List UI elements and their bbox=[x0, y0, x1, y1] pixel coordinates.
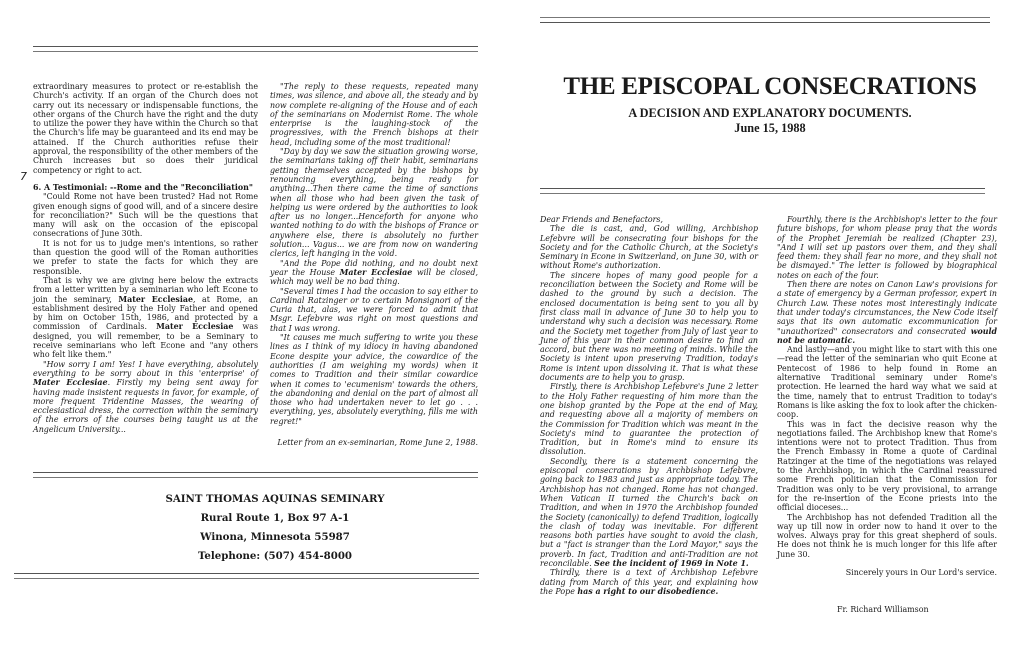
paragraph bbox=[33, 276, 258, 360]
mid-rule-right-2 bbox=[540, 193, 985, 194]
text-run: "How sorry I am! Yes! I have everything, absolutely everything to be sorry about in this 'enterprise' of bbox=[33, 359, 258, 378]
text-run: was designed, you will remember, to be a Seminary to receive seminarians who left Econe and "any others who felt like them." bbox=[33, 322, 258, 360]
text-run: Then there are notes on Canon Law's provisions for a state of emergency by a German professor, expert in Church Law. These notes most interestingly indicate that under today's circumstances, the New Code itself says that its own automatic excommunication for "unauthorized" consecrators and consecrated bbox=[777, 280, 997, 336]
right-column-2 bbox=[777, 215, 997, 615]
quote-paragraph bbox=[33, 360, 258, 434]
paragraph: "Could Rome not have been trusted? Had not Rome given enough signs of good will, and of a sincere desire for reconciliation?" Such will be the questions that many will ask on the occasion of the episcopal consecrations of June 30th. bbox=[33, 192, 258, 239]
top-rule-right-1 bbox=[540, 17, 990, 18]
closing-line: Sincerely yours in Our Lord's service. bbox=[845, 567, 997, 577]
paragraph bbox=[540, 457, 758, 569]
top-rule-left-2 bbox=[33, 51, 478, 52]
telephone: Telephone: (507) 454-8000 bbox=[197, 550, 353, 562]
quote-paragraph: "Day by day we saw the situation growing worse, the seminarians taking off their habit, seminarians getting themselves accepted by the bishops by renouncing everything, being ready for anything...Then there came the time of sanctions when all those who had been given the task of helping us were ordered by the authorities to look after us no longer...Henceforth for anyone who wanted nothing to do with the bishops of France or anywhere else, there is absolutely no further solution... Vagus... we are from now on wandering clerics, left hanging in the void. bbox=[270, 147, 478, 259]
emphasis-text: See the incident of 1969 in Note 1. bbox=[594, 558, 749, 568]
text-run: . Firstly my being sent away for having made insistent requests in favor, for example, of more frequent Tridentine Masses, the wearing of ecclesiastical dress, the correction within the seminary of the errors of the courses being taught us at the Angelicum University... bbox=[33, 378, 258, 434]
seminary-name: SAINT THOMAS AQUINAS SEMINARY bbox=[165, 493, 385, 505]
emphasis-text: would not be automatic. bbox=[777, 326, 997, 345]
emphasis-text: Mater Ecclesiae bbox=[118, 294, 194, 304]
paragraph: Fourthly, there is the Archbishop's letter to the four future bishops, for whom please pray that the words of the Prophet Jeremiah be realized (Chapter 23), "And I will set up pastors over them, and they shall feed them: they shall fear no more, and they shall not be dismayed." The letter is followed by biographical notes on each of the four. bbox=[777, 215, 997, 280]
text-run: "And the Pope did nothing, and no doubt next year the House bbox=[270, 258, 478, 277]
document-title-block bbox=[530, 73, 1010, 136]
intro-paragraph: extraordinary measures to protect or re-establish the Church's activity. If an organ of the Church does not carry out its necessary or indispensable functions, the other organs of the Church have the right and the duty to utilize the power they have within the Church so that the Church's life may be guaranteed and its end may be attained. If the Church authorities refuse their approval, the responsibility of the other members of the Church increases but so does their juridical competency or right to act. bbox=[33, 82, 258, 175]
text-run: That is why we are giving here below the extracts from a letter written by a seminarian who left Econe to join the seminary, bbox=[33, 275, 258, 304]
left-column-1 bbox=[33, 82, 258, 434]
emphasis-text: Mater Ecclesiae bbox=[156, 322, 234, 332]
address-rule-top-1 bbox=[33, 472, 478, 473]
paragraph: And lastly—and you might like to start with this one—read the letter of the seminarian who quit Econe at Pentecost of 1986 to help found in Rome an alternative Traditional seminary under Rome's protection. He learned the hard way what we said at the time, namely that to entrust Tradition to today's Romans is like asking the fox to look after the chicken-coop. bbox=[777, 345, 997, 420]
text-run: Secondly, there is a statement concerning the episcopal consecrations by Archbishop Lefebvre, going back to 1983 and just as appropriate today. The Archbishop has not changed. Rome has not changed. When Vatican II turned the Church's back on Tradition, and when in 1970 the Archbishop founded the Society (canonically) to defend Tradition, logically the clash of today was inevitable. For different reasons both parties have sought to avoid the clash, but a "fact is stranger than the Lord Mayor," says the proverb. In fact, Tradition and anti-Tradition are not reconcilable. bbox=[540, 456, 758, 568]
text-run: , at Rome, an establishment desired by the Holy Father and opened by him on October 15th, 1986, and protected by a commission of Cardinals. bbox=[33, 294, 259, 332]
address-line-1: Rural Route 1, Box 97 A-1 bbox=[200, 512, 350, 524]
emphasis-text: Mater Ecclesiae bbox=[33, 378, 108, 388]
quote-paragraph bbox=[270, 259, 478, 287]
address-rule-bottom-1 bbox=[14, 573, 479, 574]
quote-paragraph: "The reply to these requests, repeated many times, was silence, and above all, the steady and by now complete re-aligning of the House and of each of the seminarians on Modernist Rome. The whole enterprise is the laughing-stock of the progressives, with the French bishops at their head, including some of the most traditional! bbox=[270, 82, 478, 147]
left-column-2 bbox=[270, 82, 478, 447]
section-heading-text: A Testimonial: --Rome and the "Reconciliation" bbox=[44, 182, 253, 192]
emphasis-text: has a right to our disobedience. bbox=[577, 586, 719, 596]
section-number: 6. bbox=[33, 182, 42, 192]
right-column-1 bbox=[540, 215, 758, 596]
paragraph: This was in fact the decisive reason why the negotiations failed. The Archbishop knew that Rome's intentions were not to protect Tradition. Thus from the French Embassy in Rome a quote of Cardinal Ratzinger at the time of the negotiations was relayed to the Archbishop, in which the Cardinal reassured some French politician that the Commission for Tradition was only to be very provisional, to arrange for the re-insertion of the Econe priests into the official dioceses... bbox=[777, 419, 997, 513]
address-rule-bottom-2 bbox=[14, 578, 479, 579]
paragraph: The Archbishop has not defended Tradition all the way up till now in order now to hand it over to the wolves. Always pray for this great shepherd of souls. He does not think he is much longer for this life after June 30. bbox=[777, 512, 997, 559]
mid-rule-right-1 bbox=[540, 188, 985, 189]
seminary-address bbox=[100, 490, 450, 566]
section-heading bbox=[33, 183, 258, 192]
emphasis-text: Mater Ecclesiae bbox=[339, 267, 413, 277]
quote-paragraph: "It causes me much suffering to write you these lines as I think of my idiocy in having abandoned Econe despite your advice, the cowardice of the authorities (I am weighing my words) when it comes to Tradition and their similar cowardice when it comes to 'ecumenism' towards the others, the abandoning and denial on the part of almost all those who had undertaken never to let go . . . everything, yes, absolutely everything, fills me with regret!" bbox=[270, 333, 478, 426]
text-run: Thirdly, there is a text of Archbishop Lefebvre dating from March of this year, and explaining how the Pope bbox=[540, 568, 758, 596]
paragraph: Firstly, there is Archbishop Lefebvre's June 2 letter to the Holy Father requesting of him more than the one bishop granted by the Pope at the end of May, and requesting above all a majority of members on the Commission for Tradition which was meant in the Society's mind to guarantee the protection of Tradition, but in Rome's mind to ensure its dissolution. bbox=[540, 382, 758, 457]
letter-credit: Letter from an ex-seminarian, Rome June 2, 1988. bbox=[277, 437, 478, 447]
text-run: will be closed, which may well be no bad thing. bbox=[270, 267, 478, 287]
top-rule-left-1 bbox=[33, 46, 478, 47]
paragraph: The sincere hopes of many good people for a reconciliation between the Society and Rome will be dashed to the ground by such a decision. The enclosed documentation is being sent to you all by first class mail in advance of June 30 to help you to understand why such a decision was necessary. Rome and the Society met together from July of last year to June of this year in their common desire to find an accord, but there was no meeting of minds. While the Society is intent upon preserving Tradition, today's Rome is intent upon dissolving it. That is what these documents are to help you to grasp. bbox=[540, 270, 758, 383]
paragraph bbox=[777, 280, 997, 345]
document-date: June 15, 1988 bbox=[734, 121, 806, 135]
address-rule-top-2 bbox=[33, 477, 478, 478]
handwritten-mark: 7 bbox=[20, 170, 27, 183]
quote-paragraph: "Several times I had the occasion to say either to Cardinal Ratzinger or to certain Monsignori of the Curia that, alas, we were forced to admit that Msgr. Lefebvre was right on most questions and that I was wrong. bbox=[270, 286, 478, 333]
paragraph: The die is cast, and, God willing, Archbishop Lefebvre will be consecrating four bishops for the Society and for the Catholic Church, at the Society's Seminary in Econe in Switzerland, on June 30, with or without Rome's authorization. bbox=[540, 224, 758, 271]
top-rule-right-2 bbox=[540, 22, 990, 23]
address-line-2: Winona, Minnesota 55987 bbox=[200, 531, 350, 543]
paragraph bbox=[540, 568, 758, 596]
salutation: Dear Friends and Benefactors, bbox=[540, 215, 663, 224]
document-subtitle: A DECISION AND EXPLANATORY DOCUMENTS. bbox=[628, 106, 912, 120]
signature: Fr. Richard Williamson bbox=[837, 605, 929, 615]
paragraph: It is not for us to judge men's intentions, so rather than question the good will of the Roman authorities we prefer to state the facts for which they are responsible. bbox=[33, 238, 258, 276]
document-title: THE EPISCOPAL CONSECRATIONS bbox=[563, 73, 977, 100]
